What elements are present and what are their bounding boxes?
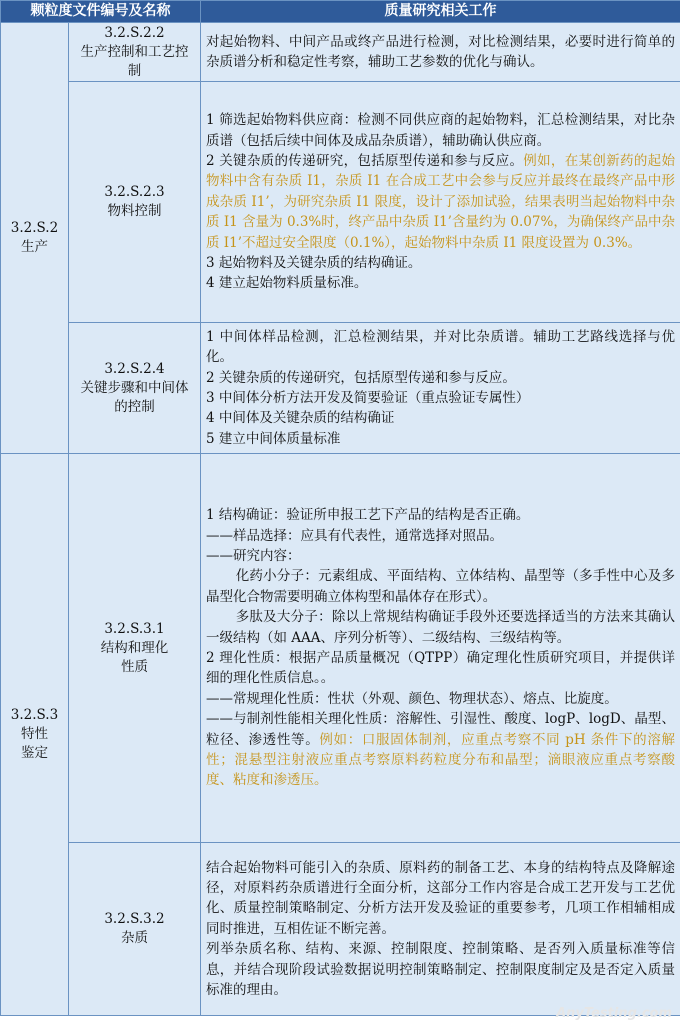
work-cell <box>201 323 680 454</box>
table-row <box>1 82 680 323</box>
section-name: 生产 <box>21 239 48 255</box>
subsection-cell <box>69 843 201 1016</box>
table-row <box>1 454 680 843</box>
subsection-name: 关键步骤和中间体的控制 <box>80 379 189 415</box>
work-paragraph: ——样品选择：应具有代表性，通常选择对照品。 <box>206 527 503 544</box>
subsection-name: 结构和理化性质 <box>100 639 169 675</box>
subsection-code: 3.2.S.2.3 <box>104 184 165 200</box>
subsection-cell <box>69 23 201 82</box>
example-text: 例如，在某创新药的起始物料中含有杂质 I1，杂质 I1 在合成工艺中会参与反应并最终在最终产品中形成杂质 I1’，为研究杂质 I1 限度，设计了添加试验，结果表明当起始物料中杂质 I1 含量为 0.3%时，终产品中杂质 I1’含量约为 0.07%，为确保终产品中杂质 I1’不超过安全限度（0.1%），起始物料中杂质 I1 限度设置为 0.3%。 <box>206 152 675 251</box>
work-paragraph: 列举杂质名称、结构、来源、控制限度、控制策略、是否列入质量标准等信息，并结合现阶段试验数据说明控制策略制定、控制限度制定及是否定入质量标准的理由。 <box>206 941 675 999</box>
work-text: 2 关键杂质的传递研究，包括原型传递和参与反应。 <box>206 152 524 169</box>
work-paragraph: 3 起始物料及关键杂质的结构确证。 <box>206 255 422 272</box>
work-paragraph: 3 中间体分析方法开发及简要验证（重点验证专属性） <box>206 390 530 406</box>
subsection-cell <box>69 323 201 454</box>
section-code: 3.2.S.2 <box>10 220 59 236</box>
section-cell <box>1 454 69 1016</box>
work-paragraph: ——研究内容： <box>206 547 301 564</box>
subsection-name: 物料控制 <box>107 203 162 219</box>
section-cell <box>1 23 69 454</box>
work-paragraph <box>206 151 675 253</box>
work-paragraph: ——常规理化性质：性状（外观、颜色、物理状态）、熔点、比旋度。 <box>206 690 618 707</box>
work-paragraph: 5 建立中间体质量标准 <box>206 430 341 447</box>
example-text: 例如：口服固体制剂，应重点考察不同 pH 条件下的溶解性；混悬型注射液应重点考察原料药粒度分布和晶型；滴眼液应重点考察酸度、粘度和渗透压。 <box>206 731 675 789</box>
subsection-code: 3.2.S.2.2 <box>104 24 165 41</box>
table-row <box>1 843 680 1016</box>
watermark: AnyTesting.com <box>556 1006 672 1021</box>
table-row <box>1 323 680 454</box>
section-name: 特性鉴定 <box>21 726 48 761</box>
work-cell <box>201 23 680 82</box>
section-code: 3.2.S.3 <box>10 707 59 723</box>
header-row <box>1 1 680 23</box>
work-paragraph: 多肽及大分子：除以上常规结构确证手段外还要选择适当的方法来其确认一级结构（如 AAA、序列分析等）、二级结构、三级结构等。 <box>206 609 675 646</box>
work-text: ——与制剂性能相关理化性质：溶解性、引湿性、酸度、logP、logD、晶型、粒径、渗透性等。 <box>206 711 675 748</box>
work-paragraph <box>206 709 675 791</box>
work-paragraph: 2 关键杂质的传递研究，包括原型传递和参与反应。 <box>206 369 516 386</box>
work-paragraph: 1 结构确证：验证所申报工艺下产品的结构是否正确。 <box>206 507 530 524</box>
work-paragraph: 1 中间体样品检测，汇总检测结果，并对比杂质谱。辅助工艺路线选择与优化。 <box>206 328 675 366</box>
work-cell <box>201 82 680 323</box>
work-paragraph: 结合起始物料可能引入的杂质、原料药的制备工艺、本身的结构特点及降解途径，对原料药杂质谱进行全面分析，这部分工作内容是合成工艺开发与工艺优化、质量控制策略制定、分析方法开发及验证的重要参考，几项工作相辅相成同时推进，互相佐证不断完善。 <box>206 859 675 937</box>
work-paragraph: 1 筛选起始物料供应商：检测不同供应商的起始物料，汇总检测结果，对比杂质谱（包括后续中间体及成品杂质谱），辅助确认供应商。 <box>206 112 675 149</box>
subsection-cell <box>69 454 201 843</box>
header-doc-name: 颗粒度文件编号及名称 <box>1 1 201 23</box>
header-work: 质量研究相关工作 <box>201 1 680 23</box>
subsection-name: 生产控制和工艺控制 <box>80 43 189 79</box>
subsection-code: 3.2.S.3.2 <box>104 911 165 927</box>
subsection-code: 3.2.S.3.1 <box>104 620 165 637</box>
work-paragraph: 对起始物料、中间产品或终产品进行检测，对比检测结果，必要时进行简单的杂质谱分析和稳定性考察，辅助工艺参数的优化与确认。 <box>206 33 675 70</box>
work-cell <box>201 454 680 843</box>
work-paragraph: 4 中间体及关键杂质的结构确证 <box>206 410 395 427</box>
work-paragraph: 化药小分子：元素组成、平面结构、立体结构、晶型等（多手性中心及多晶型化合物需要明确立体构型和晶体存在形式）。 <box>206 568 675 605</box>
subsection-name: 杂质 <box>121 930 148 946</box>
work-paragraph: 4 建立起始物料质量标准。 <box>206 275 368 292</box>
table-row <box>1 23 680 82</box>
work-cell <box>201 843 680 1016</box>
work-paragraph: 2 理化性质：根据产品质量概况（QTPP）确定理化性质研究项目，并提供详细的理化性质信息。。 <box>206 650 675 687</box>
subsection-code: 3.2.S.2.4 <box>104 360 165 377</box>
subsection-cell <box>69 82 201 323</box>
